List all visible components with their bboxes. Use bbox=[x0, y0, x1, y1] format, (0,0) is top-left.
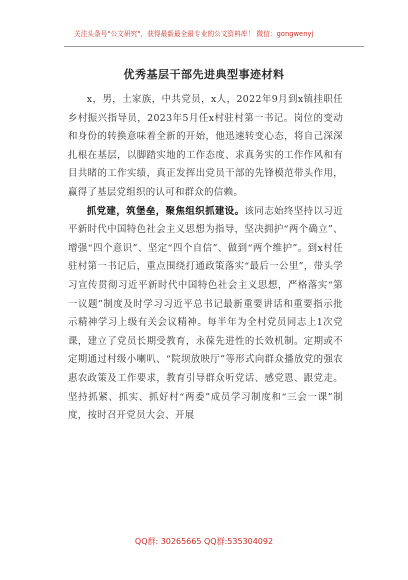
header-divider bbox=[64, 46, 364, 47]
paragraph-intro bbox=[68, 91, 343, 203]
document-body bbox=[68, 91, 343, 426]
paragraph-party-building-text: 该同志始终坚持以习近平新时代中国特色社会主义思想为指导，坚决拥护“两个确立”、增强“四个意识”、坚定“四个自信”、做到“两个维护”。到x村任驻村第一书记后，重点围绕打通政策落实“最后一公里”，带头学习宣传贯彻习近平新时代中国特色社会主义思想，严格落实“第一议题”制度及时学习习近平总书记最新重要讲话和重要指示批示精神学习上级有关会议精神。每半年为全村党员同志上1次党课，建立了党员长期受教育，永葆先进性的长效机制。定期或不定期通过村级小喇叭、“院坝放映厅”等形式向群众播放党的强农惠农政策及工作要求，教育引导群众听党话、感党恩、跟党走。坚持抓紧、抓实、抓好村“两委”成员学习制度和“三会一课”制度，按时召开党员大会、开展 bbox=[68, 205, 343, 422]
header-promo-note: 关注头条号"公文研究"，获得最新最全最专业的公文资料库！ 微信：gongwenyj bbox=[74, 30, 314, 38]
paragraph-party-building bbox=[68, 203, 343, 426]
document-title: 优秀基层干部先进典型事迹材料 bbox=[123, 68, 285, 81]
footer-qq-groups: QQ群: 30265665 QQ群:535304092 bbox=[134, 537, 274, 546]
paragraph-party-building-lead: 抓党建，筑堡垒，聚焦组织抓建设。 bbox=[86, 205, 245, 217]
paragraph-intro-text: x，男，土家族，中共党员，x人，2022年9月到x镇挂职任乡村振兴指导员，2023年5月任x村驻村第一书记。岗位的变动和身份的转换意味着全新的开始，他迅速转变心态，将自己深深扎根在基层，以脚踏实地的工作态度、求真务实的工作作风和有目共睹的工作实绩，真正发挥出党员干部的先锋模范带头作用，赢得了基层党组织的认可和群众的信赖。 bbox=[68, 94, 343, 198]
